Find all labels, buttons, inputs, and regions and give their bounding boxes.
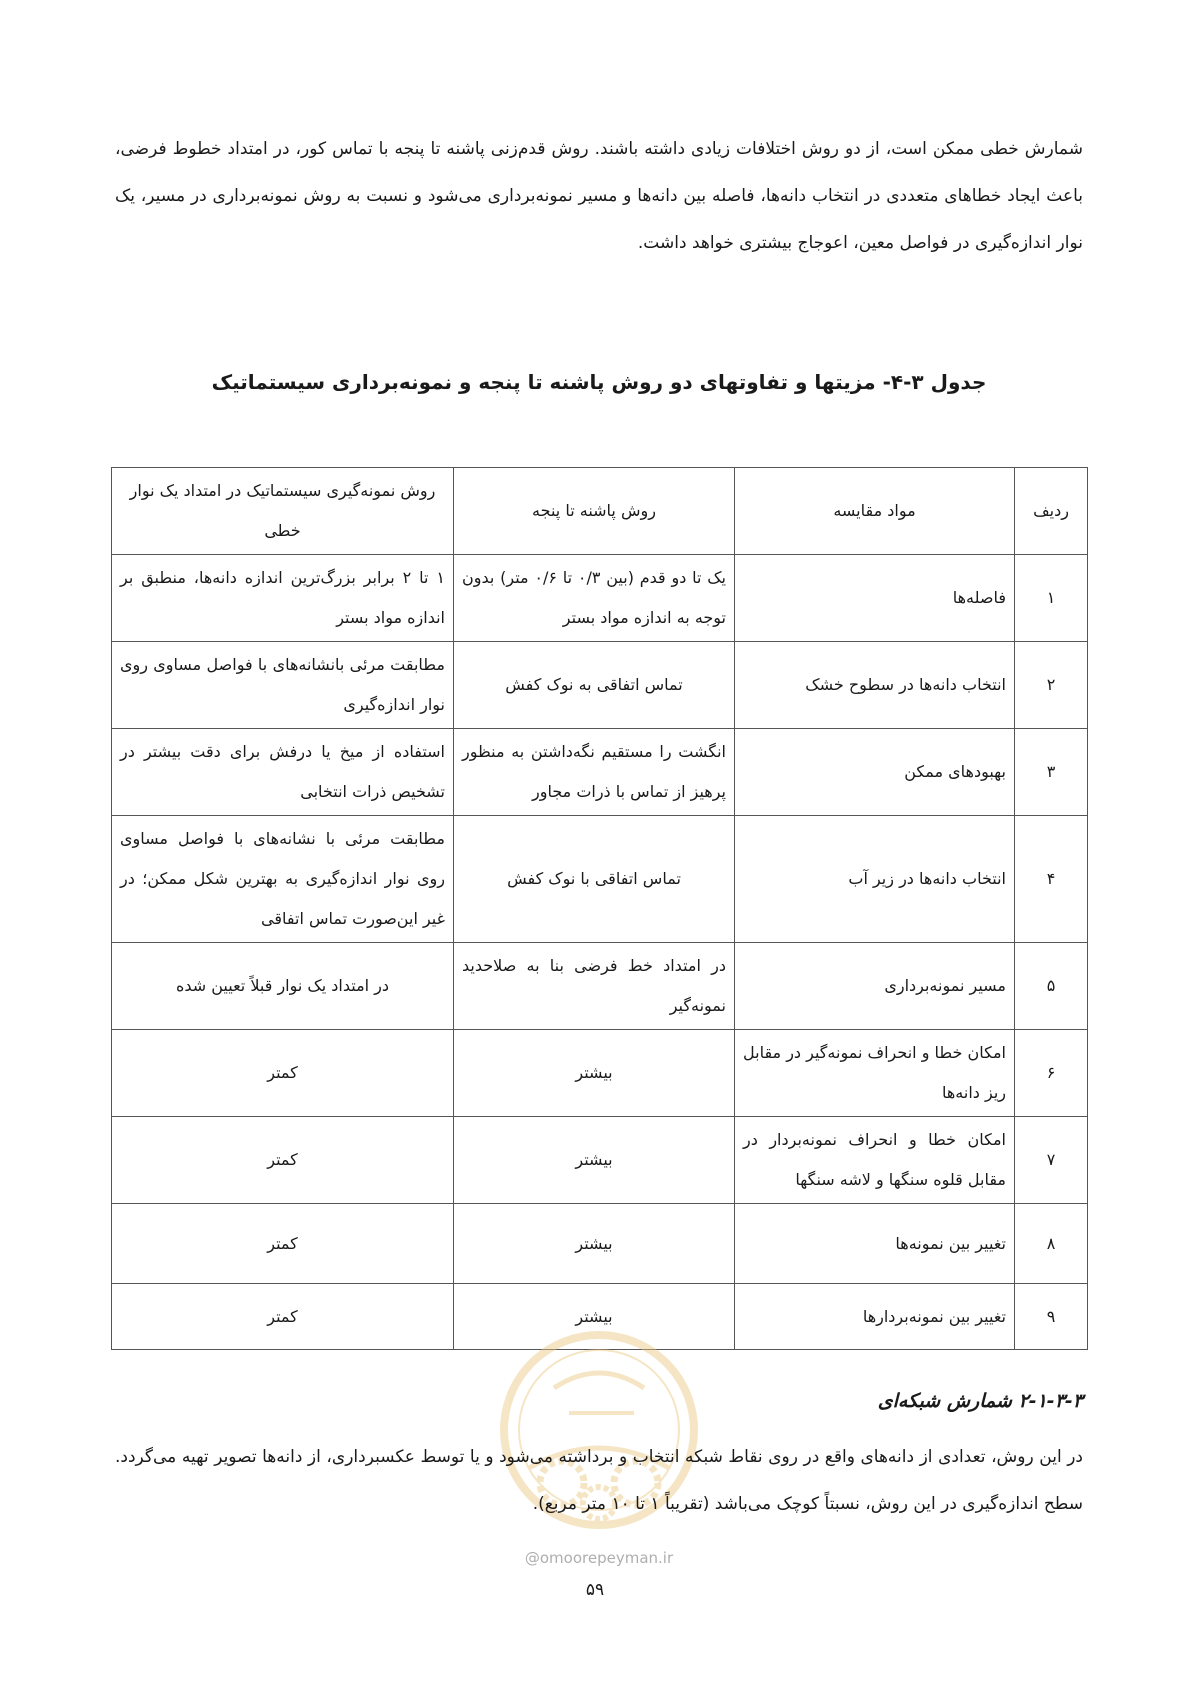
header-systematic: روش نمونه‌گیری سیستماتیک در امتداد یک نوار خطی [112,468,454,555]
heel-to-toe-cell: انگشت را مستقیم نگه‌داشتن به منظور پرهیز از تماس با ذرات مجاور [454,729,735,816]
systematic-cell: کمتر [112,1030,454,1117]
table-row [112,1030,1088,1117]
systematic-cell: استفاده از میخ یا درفش برای دقت بیشتر در تشخیص ذرات انتخابی [112,729,454,816]
section-paragraph: در این روش، تعدادی از دانه‌های واقع در روی نقاط شبکه انتخاب و برداشته می‌شود و یا توسط عکسبرداری، از دانه‌ها تصویر تهیه می‌گردد. سطح اندازه‌گیری در این روش، نسبتاً کوچک می‌باشد (تقریباً ۱ تا ۱۰ متر مربع). [115,1447,1083,1514]
heel-to-toe-cell: در امتداد خط فرضی بنا به صلاحدید نمونه‌گیر [454,943,735,1030]
header-radif: ردیف [1015,468,1088,555]
header-comparison-items: مواد مقایسه [735,468,1015,555]
table-row [112,816,1088,943]
table-row [112,555,1088,642]
heel-to-toe-cell: یک تا دو قدم (بین ۰/۳ تا ۰/۶ متر) بدون توجه به اندازه مواد بستر [454,555,735,642]
heel-to-toe-cell: بیشتر [454,1030,735,1117]
comparison-table [111,467,1088,1350]
comparison-item: مسیر نمونه‌برداری [735,943,1015,1030]
heel-to-toe-cell: بیشتر [454,1284,735,1350]
heel-to-toe-cell: تماس اتفاقی با نوک کفش [454,816,735,943]
header-heel-to-toe: روش پاشنه تا پنجه [454,468,735,555]
page-number: ۵۹ [585,1580,605,1600]
row-number: ۴ [1015,816,1088,943]
table-row [112,1204,1088,1284]
systematic-cell: مطابقت مرئی بانشانه‌های با فواصل مساوی روی نوار اندازه‌گیری [112,642,454,729]
systematic-cell: کمتر [112,1284,454,1350]
comparison-item: تغییر بین نمونه‌ها [735,1204,1015,1284]
row-number: ۳ [1015,729,1088,816]
intro-paragraph: شمارش خطی ممکن است، از دو روش اختلافات زیادی داشته باشند. روش قدم‌زنی پاشنه تا پنجه با تماس کور، در امتداد خطوط فرضی، باعث ایجاد خطاهای متعددی در انتخاب دانه‌ها، فاصله بین دانه‌ها و مسیر نمونه‌برداری می‌شود و نسبت به روش نمونه‌برداری در مسیر، یک نوار اندازه‌گیری در فواصل معین، اعوجاج بیشتری خواهد داشت. [115,139,1083,253]
watermark-site: @omoorepeyman.ir [524,1549,674,1567]
systematic-cell: کمتر [112,1117,454,1204]
table-row [112,642,1088,729]
systematic-cell: در امتداد یک نوار قبلاً تعیین شده [112,943,454,1030]
comparison-item: انتخاب دانه‌ها در زیر آب [735,816,1015,943]
heel-to-toe-cell: تماس اتفاقی به نوک کفش [454,642,735,729]
table-caption: جدول ۳-۴- مزیتها و تفاوتهای دو روش پاشنه تا پنجه و نمونه‌برداری سیستماتیک [211,370,987,394]
comparison-item: فاصله‌ها [735,555,1015,642]
row-number: ۲ [1015,642,1088,729]
table-header-row [112,468,1088,555]
table-row [112,729,1088,816]
comparison-item: امکان خطا و انحراف نمونه‌گیر در مقابل ریز دانه‌ها [735,1030,1015,1117]
comparison-item: انتخاب دانه‌ها در سطوح خشک [735,642,1015,729]
systematic-cell: مطابقت مرئی با نشانه‌های با فواصل مساوی روی نوار اندازه‌گیری به بهترین شکل ممکن؛ در غیر این‌صورت تماس اتفاقی [112,816,454,943]
heel-to-toe-cell: بیشتر [454,1204,735,1284]
row-number: ۵ [1015,943,1088,1030]
row-number: ۸ [1015,1204,1088,1284]
systematic-cell: ۱ تا ۲ برابر بزرگ‌ترین اندازه دانه‌ها، منطبق بر اندازه مواد بستر [112,555,454,642]
comparison-item: بهبودهای ممکن [735,729,1015,816]
comparison-item: امکان خطا و انحراف نمونه‌بردار در مقابل قلوه سنگها و لاشه سنگها [735,1117,1015,1204]
section-heading: ۲-۱-۳-۳ شمارش شبکه‌ای [877,1390,1083,1412]
table-row [112,943,1088,1030]
row-number: ۱ [1015,555,1088,642]
row-number: ۷ [1015,1117,1088,1204]
comparison-item: تغییر بین نمونه‌بردارها [735,1284,1015,1350]
row-number: ۹ [1015,1284,1088,1350]
heel-to-toe-cell: بیشتر [454,1117,735,1204]
systematic-cell: کمتر [112,1204,454,1284]
table-row [112,1117,1088,1204]
row-number: ۶ [1015,1030,1088,1117]
